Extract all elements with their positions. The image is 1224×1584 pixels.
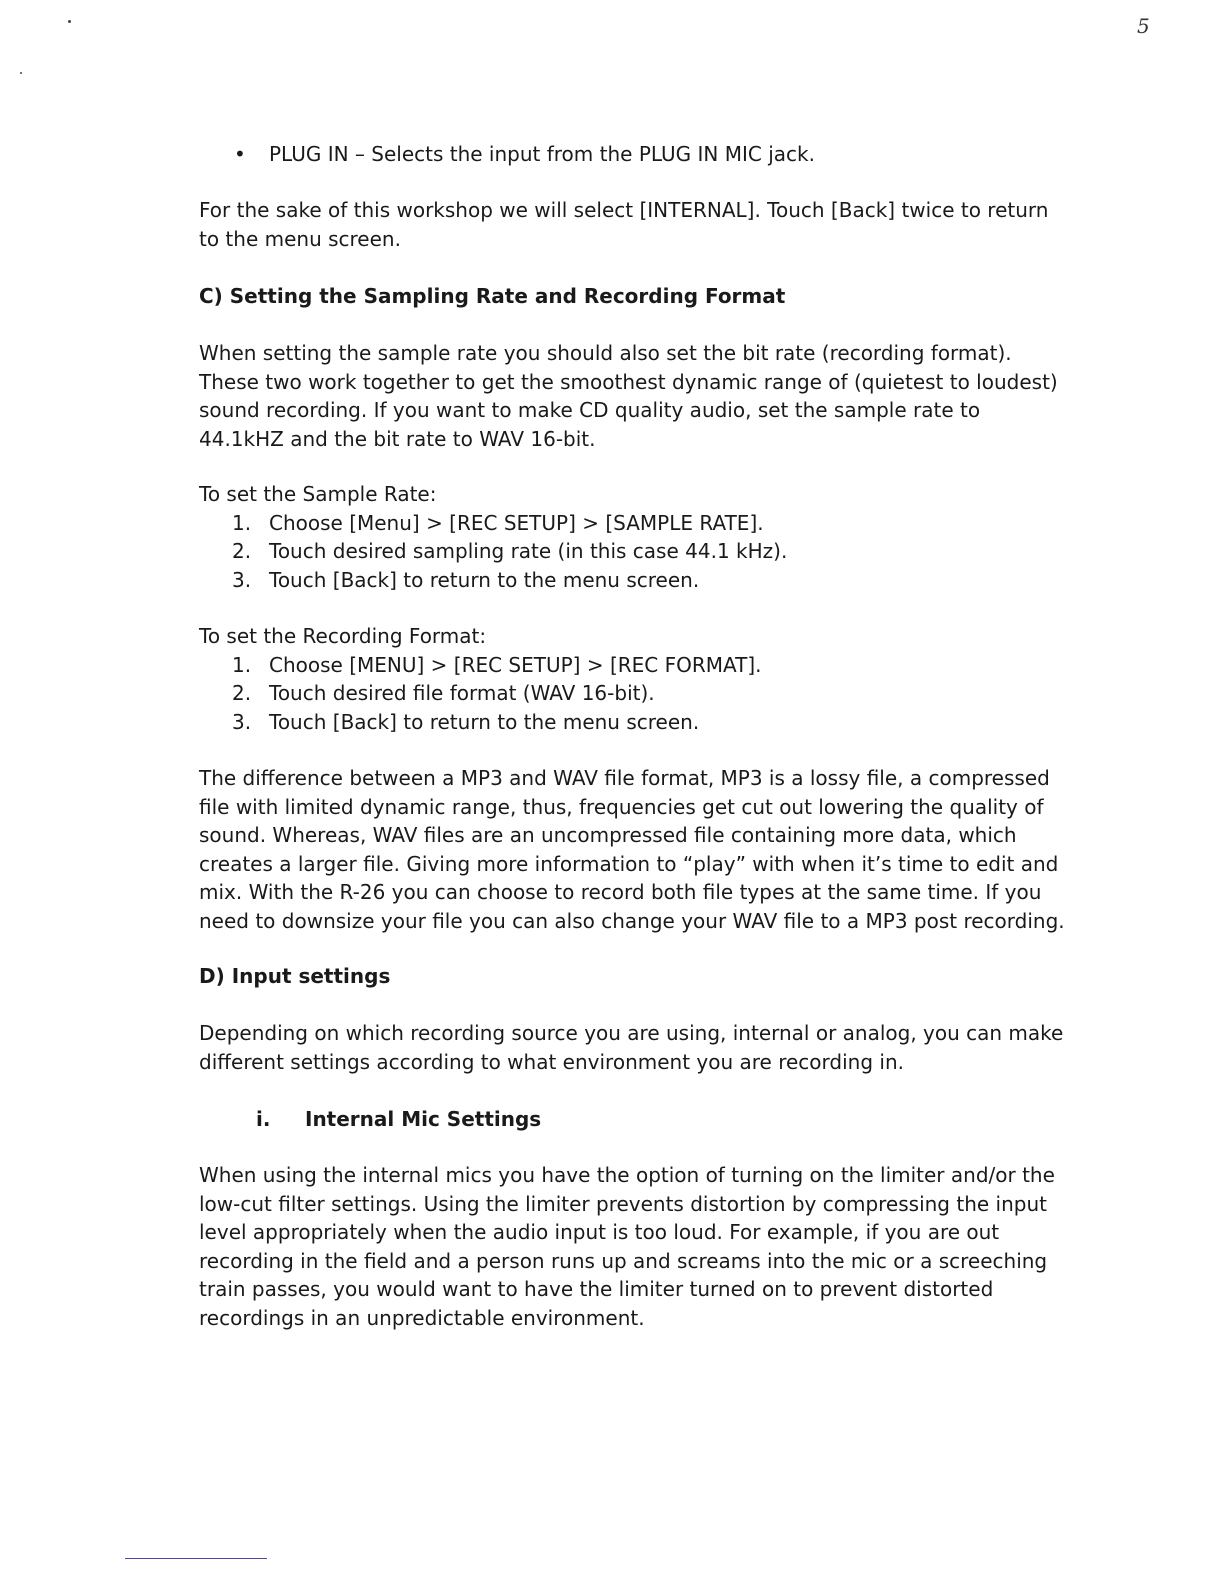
section-c-heading — [199, 282, 1069, 311]
bullet-text: PLUG IN – Selects the input from the PLUG IN MIC jack. — [269, 142, 815, 166]
subsection-title: Internal Mic Settings — [305, 1107, 542, 1131]
sample-rate-steps — [199, 509, 1069, 595]
paragraph-text: When setting the sample rate you should also set the bit rate (recording format). These two work together to get the smoothest dynamic range of (quietest to loudest) sound recording. If you want to make CD quality audio, set the sample rate to 44.1kHZ and the bit rate to WAV 16-bit. — [199, 341, 1058, 451]
list-item — [199, 679, 1069, 708]
internal-mic-paragraph — [199, 1161, 1069, 1332]
format-steps — [199, 651, 1069, 737]
paragraph-text: The difference between a MP3 and WAV file format, MP3 is a lossy file, a compressed file with limited dynamic range, thus, frequencies get cut out lowering the quality of sound. Whereas, WAV files are an uncompressed file containing more data, which creates a larger file. Giving more information to “play” with when it’s time to edit and mix. With the R-26 you can choose to record both file types at the same time. If you need to downsize your file you can also change your WAV file to a MP3 post recording. — [199, 766, 1065, 933]
step-text: Touch [Back] to return to the menu screen. — [269, 567, 700, 592]
section-heading: C) Setting the Sampling Rate and Recording Format — [199, 284, 786, 308]
subsection-internal-mic-heading — [199, 1105, 1069, 1134]
format-difference-paragraph — [199, 764, 1069, 935]
step-text: Choose [Menu] > [REC SETUP] > [SAMPLE RATE]. — [269, 510, 764, 535]
section-heading: D) Input settings — [199, 964, 391, 988]
footnote-divider — [125, 1558, 267, 1559]
paragraph-text: When using the internal mics you have the option of turning on the limiter and/or the low-cut filter settings. Using the limiter prevents distortion by compressing the input level appropriately when the audio input is too loud. For example, if you are out recording in the field and a person runs up and screams into the mic or a screeching train passes, you would want to have the limiter turned on to prevent distorted recordings in an unpredictable environment. — [199, 1163, 1055, 1330]
section-c-intro — [199, 339, 1069, 453]
section-d-heading — [199, 962, 1069, 991]
list-item — [199, 708, 1069, 737]
list-item — [199, 509, 1069, 538]
step-number: 3. — [232, 567, 252, 592]
step-text: Touch desired sampling rate (in this case 44.1 kHz). — [269, 539, 788, 563]
step-number: 2. — [232, 681, 252, 705]
sample-rate-instructions — [199, 480, 1069, 594]
paragraph-text: For the sake of this workshop we will select [INTERNAL]. Touch [Back] twice to return to the menu screen. — [199, 198, 1049, 251]
recording-format-instructions — [199, 622, 1069, 736]
step-number: 3. — [232, 709, 252, 734]
instruction-label: To set the Recording Format: — [199, 624, 487, 648]
subsection-heading — [199, 1105, 1069, 1134]
step-number: 2. — [232, 539, 252, 563]
paragraph-text: Depending on which recording source you are using, internal or analog, you can make different settings according to what environment you are recording in. — [199, 1021, 1064, 1074]
paragraph-workshop — [199, 196, 1069, 253]
instruction-label: To set the Sample Rate: — [199, 482, 437, 506]
list-item — [199, 140, 1069, 169]
scan-speck — [20, 72, 22, 74]
page-number: 5 — [1137, 14, 1150, 38]
list-item — [199, 651, 1069, 680]
bullet-icon: • — [234, 142, 246, 166]
subsection-numeral: i. — [256, 1107, 271, 1131]
step-number: 1. — [232, 510, 252, 535]
step-text: Choose [MENU] > [REC SETUP] > [REC FORMAT]. — [269, 652, 762, 677]
step-text: Touch [Back] to return to the menu screen. — [269, 709, 700, 734]
section-d-intro — [199, 1019, 1069, 1076]
step-text: Touch desired file format (WAV 16-bit). — [269, 681, 655, 705]
list-item — [199, 537, 1069, 566]
step-number: 1. — [232, 652, 252, 677]
scan-speck — [68, 20, 71, 23]
bullet-list — [199, 140, 1069, 169]
list-item — [199, 566, 1069, 595]
